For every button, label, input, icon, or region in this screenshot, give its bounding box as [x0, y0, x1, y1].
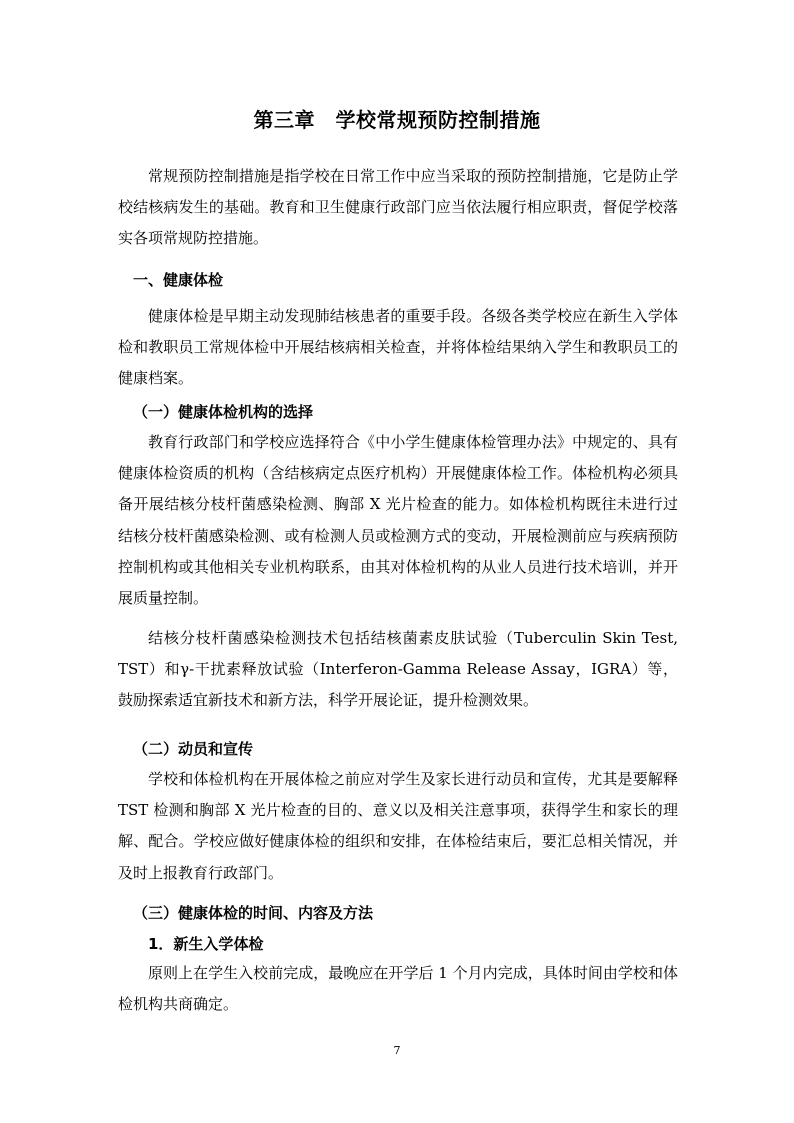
subsection-heading-exam-time: （三）健康体检的时间、内容及方法 — [133, 904, 374, 922]
new-student-exam-paragraph: 原则上在学生入校前完成，最晚应在开学后 1 个月内完成，具体时间由学校和体检机构共商确定。 — [118, 964, 678, 1014]
intro-paragraph: 常规预防控制措施是指学校在日常工作中应当采取的预防控制措施，它是防止学校结核病发生的基础。教育和卫生健康行政部门应当依法履行相应职责，督促学校落实各项常规防控措施。 — [118, 167, 678, 248]
health-exam-paragraph: 健康体检是早期主动发现肺结核患者的重要手段。各级各类学校应在新生入学体检和教职员工常规体检中开展结核病相关检查，并将体检结果纳入学生和教职员工的健康档案。 — [118, 307, 678, 388]
detection-technology-paragraph: 结核分枝杆菌感染检测技术包括结核菌素皮肤试验（Tuberculin Skin Test, TST）和γ-干扰素释放试验（Interferon-Gamma Release Assay，IGRA）等，鼓励探索适宜新技术和新方法，科学开展论证，提升检测效果。 — [118, 629, 678, 710]
subsection-heading-institution: （一）健康体检机构的选择 — [133, 403, 314, 421]
mobilization-paragraph: 学校和体检机构在开展体检之前应对学生及家长进行动员和宣传，尤其是要解释 TST 检测和胸部 X 光片检查的目的、意义以及相关注意事项，获得学生和家长的理解、配合。学校应做好健康体检的组织和安排，在体检结束后，要汇总相关情况，并及时上报教育行政部门。 — [118, 770, 678, 882]
subsection-heading-mobilization: （二）动员和宣传 — [133, 740, 254, 758]
page-number: 7 — [393, 1044, 401, 1057]
item-heading-new-student-exam: 1．新生入学体检 — [148, 935, 264, 953]
institution-paragraph: 教育行政部门和学校应选择符合《中小学生健康体检管理办法》中规定的、具有健康体检资质的机构（含结核病定点医疗机构）开展健康体检工作。体检机构必须具备开展结核分枝杆菌感染检测、胸部 X 光片检查的能力。如体检机构既往未进行过结核分枝杆菌感染检测、或有检测人员或检测方式的变动，开展检测前应与疾病预防控制机构或其他相关专业机构联系，由其对体检机构的从业人员进行技术培训，并开展质量控制。 — [118, 433, 678, 608]
section-heading-health-exam: 一、健康体检 — [133, 271, 224, 289]
chapter-title: 第三章 学校常规预防控制措施 — [253, 108, 541, 132]
